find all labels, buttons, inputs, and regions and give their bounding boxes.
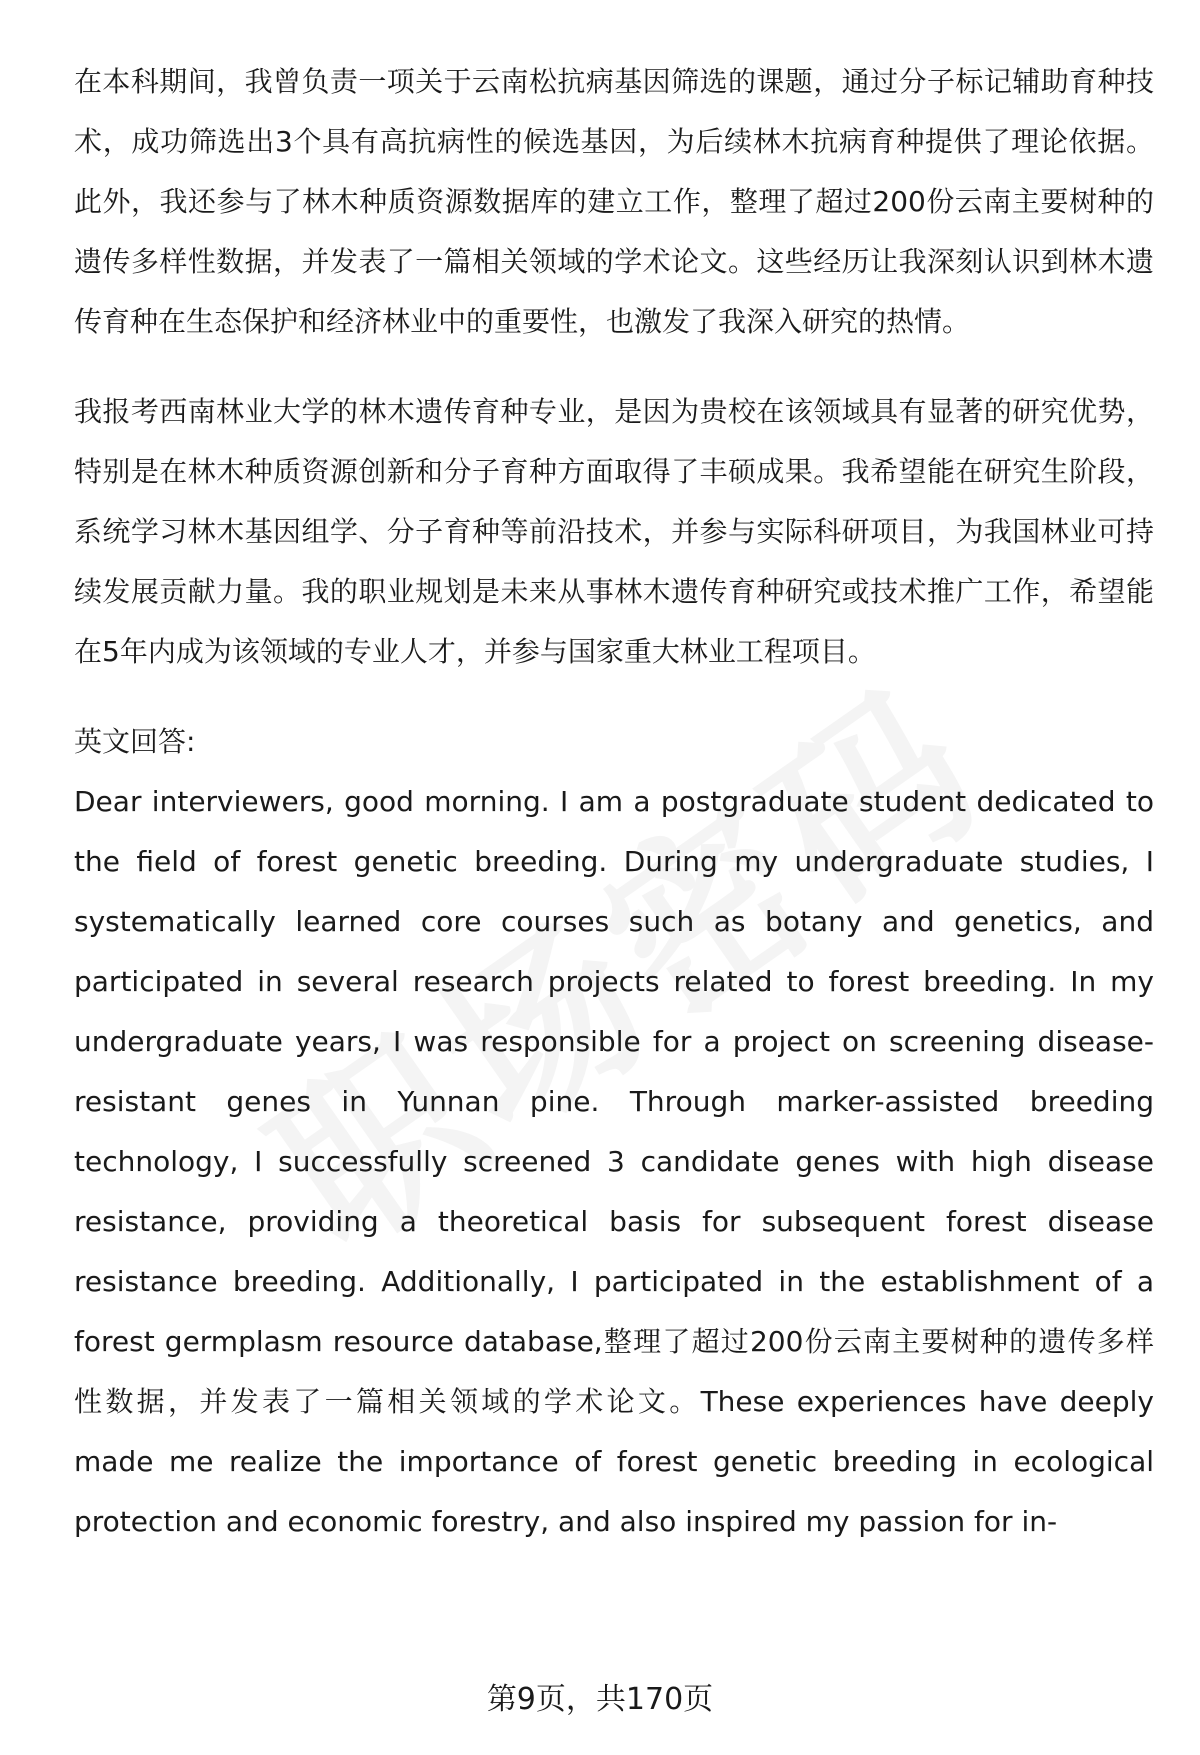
document-body	[74, 52, 1154, 1552]
paragraph-application-motivation: 我报考西南林业大学的林木遗传育种专业，是因为贵校在该领域具有显著的研究优势，特别是在林木种质资源创新和分子育种方面取得了丰硕成果。我希望能在研究生阶段，系统学习林木基因组学、分子育种等前沿技术，并参与实际科研项目，为我国林业可持续发展贡献力量。我的职业规划是未来从事林木遗传育种研究或技术推广工作，希望能在5年内成为该领域的专业人才，并参与国家重大林业工程项目。	[74, 395, 1154, 668]
paragraph-spacer	[74, 682, 1154, 712]
paragraph-research-experience: 在本科期间，我曾负责一项关于云南松抗病基因筛选的课题，通过分子标记辅助育种技术，成功筛选出3个具有高抗病性的候选基因，为后续林木抗病育种提供了理论依据。此外，我还参与了林木种质资源数据库的建立工作，整理了超过200份云南主要树种的遗传多样性数据，并发表了一篇相关领域的学术论文。这些经历让我深刻认识到林木遗传育种在生态保护和经济林业中的重要性，也激发了我深入研究的热情。	[74, 65, 1154, 338]
paragraph-spacer	[74, 352, 1154, 382]
english-answer-heading: 英文回答:	[74, 725, 196, 758]
page-number-footer: 第9页，共170页	[486, 1682, 714, 1717]
english-answer-paragraph: Dear interviewers, good morning. I am a postgraduate student dedicated to the field of forest genetic breeding. During my undergraduate studies, I systematically learned core courses such as botany and genetics, and participated in several research projects related to forest breeding. In my undergraduate years, I was responsible for a project on screening disease-resistant genes in Yunnan pine. Through marker-assisted breeding technology, I successfully screened 3 candidate genes with high disease resistance, providing a theoretical basis for subsequent forest disease resistance breeding. Additionally, I participated in the establishment of a forest germplasm resource database,整理了超过200份云南主要树种的遗传多样性数据，并发表了一篇相关领域的学术论文。These experiences have deeply made me realize the importance of forest genetic breeding in ecological protection and economic forestry, and also inspired my passion for in-	[74, 785, 1154, 1538]
